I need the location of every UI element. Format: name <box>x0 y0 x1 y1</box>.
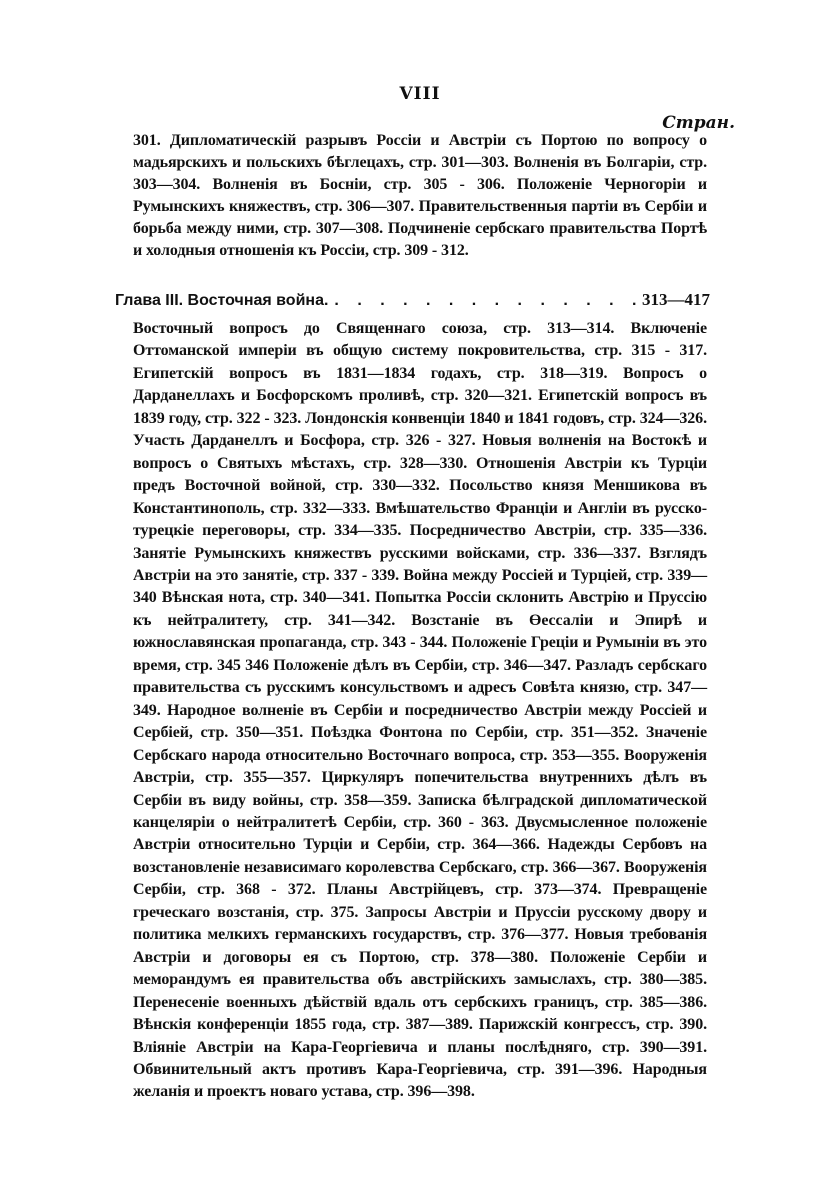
chapter-heading-line <box>115 290 710 314</box>
chapter-title: Глава III. Восточная война. <box>115 292 329 309</box>
section-continuation-paragraph: 301. Дипломатическій разрывъ Россіи и Австріи съ Портою по вопросу о мадьярскихъ и польскихъ бѣглецахъ, стр. 301—303. Волненія въ Болгаріи, стр. 303—304. Волненія въ Босніи, стр. 305 - 306. Положеніе Черногоріи и Румынскихъ княжествъ, стр. 306—307. Правительственныя партіи въ Сербіи и борьба между ними, стр. 307—308. Подчиненіе сербскаго правительства Портѣ и холодныя отношенія къ Россіи, стр. 309 - 312. <box>133 132 707 260</box>
chapter-page-range: 313—417 <box>642 290 710 309</box>
page-number: VIII <box>399 84 441 104</box>
pages-column-header: Стран. <box>662 113 735 133</box>
dot-leader <box>334 292 636 310</box>
chapter-summary-paragraph: Восточный вопросъ до Священнаго союза, стр. 313—314. Включеніе Оттоманской имперіи въ общую систему покровительства, стр. 315 - 317. Египетскій вопросъ въ 1831—1834 годахъ, стр. 318—319. Вопросъ о Дарданеллахъ и Босфорскомъ проливѣ, стр. 320—321. Египетскій вопросъ въ 1839 году, стр. 322 - 323. Лондонскія конвенціи 1840 и 1841 годовъ, стр. 324—326. Участь Дарданеллъ и Босфора, стр. 326 - 327. Новыя волненія на Востокѣ и вопросъ о Святыхъ мѣстахъ, стр. 328—330. Отношенія Австріи къ Турціи предъ Восточной войной, стр. 330—332. Посольство князя Меншикова въ Константинополь, стр. 332—333. Вмѣшательство Франціи и Англіи въ русско-турецкіе переговоры, стр. 334—335. Посредничество Австріи, стр. 335—336. Занятіе Румынскихъ княжествъ русскими войсками, стр. 336—337. Взглядъ Австріи на это занятіе, стр. 337 - 339. Война между Россіей и Турціей, стр. 339—340 Вѣнская нота, стр. 340—341. Попытка Россіи склонить Австрію и Пруссію къ нейтралитету, стр. 341—342. Возстаніе въ Өессаліи и Эпирѣ и южнославянская пропаганда, стр. 343 - 344. Положеніе Греціи и Румыніи въ это время, стр. 345 346 Положеніе дѣлъ въ Сербіи, стр. 346—347. Разладъ сербскаго правительства съ русскимъ консульствомъ и адресъ Совѣта князю, стр. 347—349. Народное волненіе въ Сербіи и посредничество Австріи между Россіей и Сербіей, стр. 350—351. Поѣздка Фонтона по Сербіи, стр. 351—352. Значеніе Сербскаго народа относительно Восточнаго вопроса, стр. 353—355. Вооруженія Австріи, стр. 355—357. Циркуляръ попечительства внутреннихъ дѣлъ въ Сербіи въ виду войны, стр. 358—359. Записка бѣлградской дипломатической канцеляріи о нейтралитетѣ Сербіи, стр. 360 - 363. Двусмысленное положеніе Австріи относительно Турціи и Сербіи, стр. 364—366. Надежды Сербовъ на возстановленіе независимаго королевства Сербскаго, стр. 366—367. Вооруженія Сербіи, стр. 368 - 372. Планы Австрійцевъ, стр. 373—374. Превращеніе греческаго возстанія, стр. 375. Запросы Австріи и Пруссіи русскому двору и политика мелкихъ германскихъ государствъ, стр. 376—377. Новыя требованія Австріи и договоры ея съ Портою, стр. 378—380. Положеніе Сербіи и меморандумъ ея правительства объ австрійскихъ замыслахъ, стр. 380—385. Перенесеніе военныхъ дѣйствій вдаль отъ сербскихъ границъ, стр. 385—386. Вѣнскія конференціи 1855 года, стр. 387—389. Парижскій конгрессъ, стр. 390. Вліяніе Австріи на Кара-Георгіевича и планы послѣдняго, стр. 390—391. Обвинительный актъ противъ Кара-Георгіевича, стр. 391—396. Народныя желанія и проектъ новаго устава, стр. 396—398. <box>133 320 707 1101</box>
